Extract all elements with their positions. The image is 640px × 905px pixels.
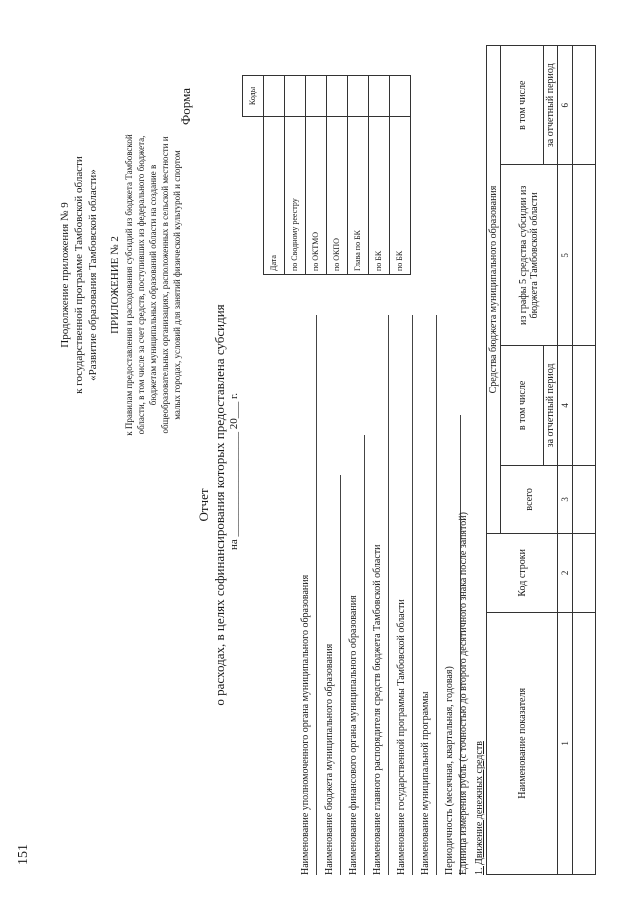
col-number: 1 <box>558 612 573 874</box>
table-cell[interactable] <box>573 534 596 613</box>
appendix-line-5: малых городах, условий для занятий физической культурой и спортом <box>172 150 182 420</box>
codes-value-cell[interactable] <box>305 76 326 117</box>
field-authorized-body[interactable] <box>300 315 324 875</box>
appendix-line-3: бюджетам муниципальных образований области на создание в <box>148 164 158 406</box>
header-line-2: к государственной программе Тамбовской области <box>73 156 85 394</box>
table-cell[interactable] <box>573 465 596 533</box>
table-row <box>573 46 596 875</box>
appendix-line-1: к Правилам предоставления и расходования субсидий из бюджета Тамбовской <box>124 134 134 436</box>
field-municipal-program[interactable] <box>420 315 444 875</box>
field-label: Периодичность (месячная, квартальная, годовая) <box>444 662 455 875</box>
report-title: Отчет <box>196 488 211 522</box>
codes-value-cell[interactable] <box>263 76 284 117</box>
cash-flow-table <box>486 45 596 875</box>
unit-line: Единица измерения рубль (с точностью до второго десятичного знака после запятой) <box>458 512 469 875</box>
codes-value-cell[interactable] <box>284 76 305 117</box>
codes-row-label: Глава по БК <box>347 117 368 275</box>
form-label: Форма <box>178 88 193 125</box>
table-cell[interactable] <box>573 165 596 346</box>
appendix-title: ПРИЛОЖЕНИЕ № 2 <box>109 236 121 334</box>
header-line-1: Продолжение приложения № 9 <box>59 202 71 348</box>
page-number: 151 <box>16 844 31 865</box>
codes-value-cell[interactable] <box>326 76 347 117</box>
col-group-header: Средства бюджета муниципального образования <box>487 46 501 534</box>
col-number: 5 <box>558 165 573 346</box>
section-title: 1. Движение денежных средств <box>474 741 485 875</box>
field-budget-name[interactable] <box>324 475 348 875</box>
col-incl2-header: в том числе <box>501 46 544 165</box>
form-fields <box>300 315 468 875</box>
col-period-2: за отчетный период <box>544 46 558 165</box>
field-finance-body[interactable] <box>348 435 372 875</box>
field-label: Наименование уполномоченного органа муниципального образования <box>300 571 311 875</box>
codes-row-label: по Сводному реестру <box>284 117 305 275</box>
codes-row-label: по ОКТМО <box>305 117 326 275</box>
codes-table <box>242 75 411 275</box>
codes-blank-cell <box>243 117 264 275</box>
codes-row-label: Дата <box>263 117 284 275</box>
col-number: 2 <box>558 534 573 613</box>
col-code-header: Код строки <box>487 534 558 613</box>
codes-header: Коды <box>243 76 264 117</box>
appendix-line-4: общеобразовательных организациях, расположенных в сельской местности и <box>160 136 170 434</box>
col-total-header: всего <box>501 465 558 533</box>
table-cell[interactable] <box>573 346 596 465</box>
field-label: Наименование бюджета муниципального образования <box>324 640 335 875</box>
table-cell[interactable] <box>573 46 596 165</box>
col-incl-header: в том числе <box>501 346 544 465</box>
field-main-manager[interactable] <box>372 315 396 875</box>
col-from-header: из графы 5 средства субсидии из бюджета Тамбовской области <box>501 165 558 346</box>
col-indicator-header: Наименование показателя <box>487 612 558 874</box>
header-line-3: «Развитие образования Тамбовской области» <box>87 169 99 381</box>
field-state-program[interactable] <box>396 315 420 875</box>
report-title-block <box>196 285 228 725</box>
field-label: Наименование главного распорядителя средств бюджета Тамбовской области <box>372 540 383 875</box>
field-label: Наименование финансового органа муниципального образования <box>348 591 359 875</box>
codes-value-cell[interactable] <box>389 76 410 117</box>
col-period-1: за отчетный период <box>544 346 558 465</box>
codes-row-label: по БК <box>389 117 410 275</box>
codes-row-label: по ОКПО <box>326 117 347 275</box>
codes-value-cell[interactable] <box>347 76 368 117</box>
report-date-line: на ___________________ 20___ г. <box>228 392 240 550</box>
col-number: 3 <box>558 465 573 533</box>
col-number: 6 <box>558 46 573 165</box>
table-cell[interactable] <box>573 612 596 874</box>
col-number: 4 <box>558 346 573 465</box>
report-subtitle: о расходах, в целях софинансирования которых предоставлена субсидия <box>212 304 227 706</box>
program-header <box>58 65 100 485</box>
codes-value-cell[interactable] <box>368 76 389 117</box>
field-label: Наименование муниципальной программы <box>420 688 431 875</box>
appendix-block <box>108 50 183 520</box>
codes-row-label: по БК <box>368 117 389 275</box>
appendix-line-2: области, в том числе за счет средств, поступивших из федерального бюджета, <box>136 135 146 435</box>
field-label: Наименование государственной программы Тамбовской области <box>396 595 407 875</box>
